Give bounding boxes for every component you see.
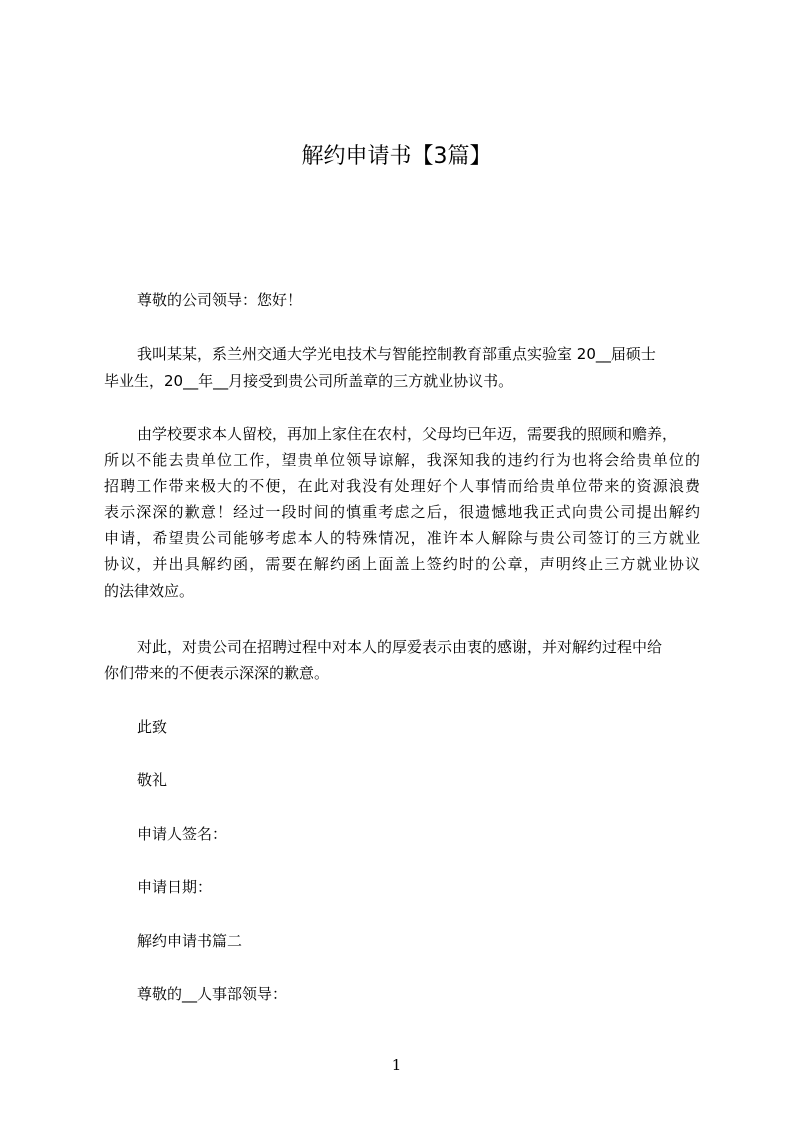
page-number: 1 [391, 1056, 402, 1074]
paragraph-3-line-2: 你们带来的不便表示深深的歉意。 [104, 664, 330, 682]
paragraph-2-line-7: 的法律效应。 [104, 582, 195, 600]
paragraph-3-line-1: 对此，对贵公司在招聘过程中对本人的厚爱表示由衷的感谢，并对解约过程中给 [137, 638, 663, 656]
signature-label: 申请人签名： [137, 825, 228, 843]
paragraph-2-line-2: 所以不能去贵单位工作，望贵单位领导谅解，我深知我的违约行为也将会给贵单位的 [104, 451, 700, 469]
paragraph-2-line-6: 协议，并出具解约函，需要在解约函上面盖上签约时的公章，声明终止三方就业协议 [104, 555, 700, 573]
closing-ci-zhi: 此致 [137, 718, 168, 736]
paragraph-1-line-1: 我叫某某，系兰州交通大学光电技术与智能控制教育部重点实验室 20__届硕士 [137, 345, 656, 363]
greeting: 尊敬的公司领导：您好！ [137, 291, 303, 309]
paragraph-2-line-3: 招聘工作带来极大的不便，在此对我没有处理好个人事情而给贵单位带来的资源浪费 [104, 477, 700, 495]
closing-jing-li: 敬礼 [137, 771, 168, 789]
document-title: 解约申请书【3篇】 [301, 144, 492, 169]
section-2-greeting: 尊敬的__人事部领导： [137, 985, 288, 1003]
date-label: 申请日期： [137, 878, 213, 896]
paragraph-2-line-5: 申请，希望贵公司能够考虑本人的特殊情况，准许本人解除与贵公司签订的三方就业 [104, 529, 700, 547]
paragraph-1-line-2: 毕业生，20__年__月接受到贵公司所盖章的三方就业协议书。 [104, 372, 514, 390]
paragraph-2-line-1: 由学校要求本人留校，再加上家住在农村，父母均已年迈，需要我的照顾和赡养， [137, 425, 678, 443]
section-2-title: 解约申请书篇二 [137, 932, 243, 950]
paragraph-2-line-4: 表示深深的歉意！经过一段时间的慎重考虑之后，很遗憾地我正式向贵公司提出解约 [104, 503, 700, 521]
